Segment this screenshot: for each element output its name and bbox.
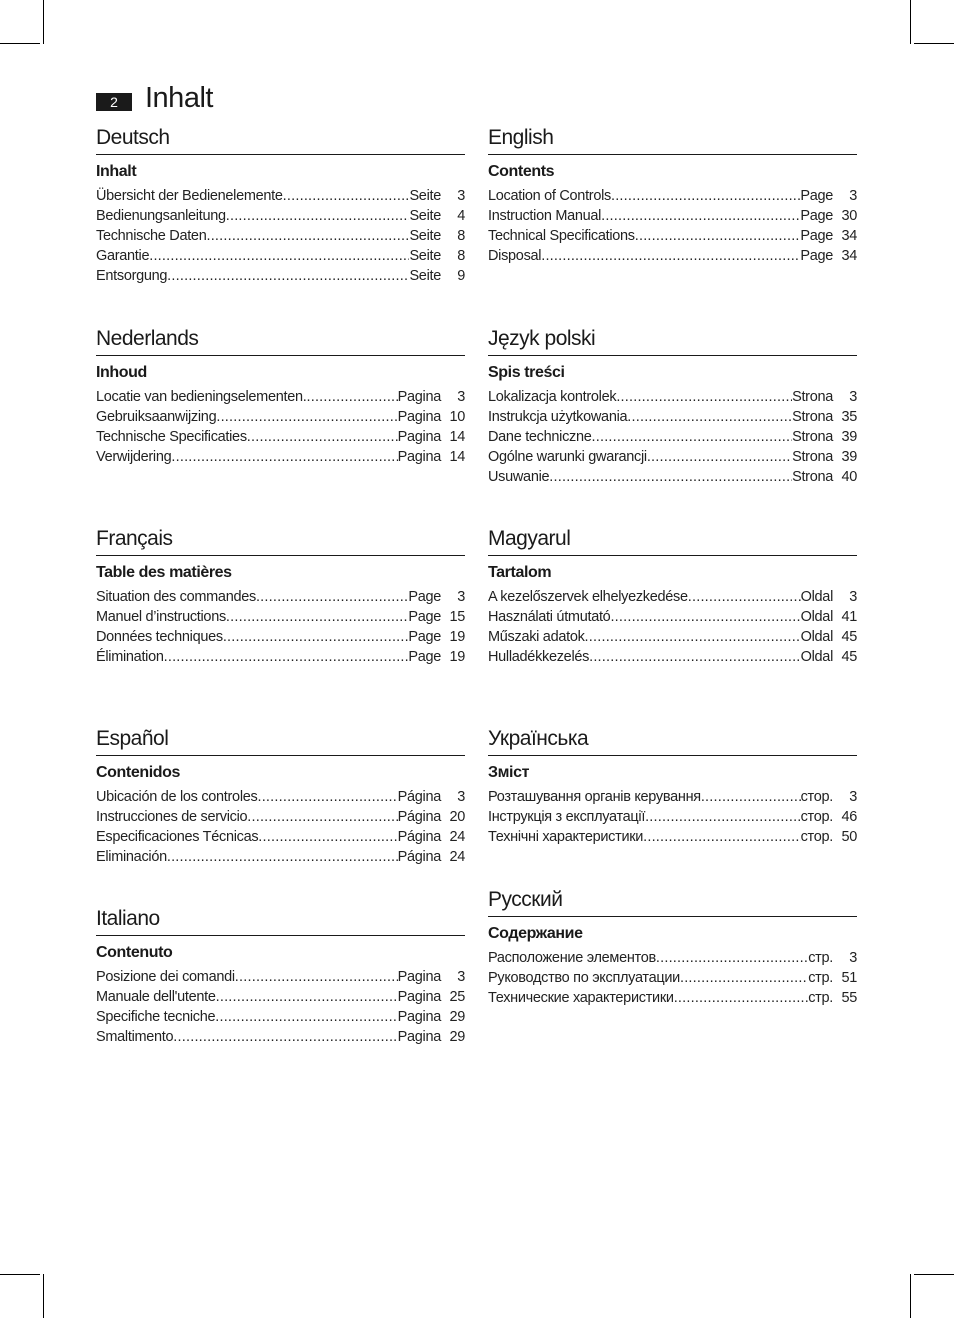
dot-leader: [616, 387, 792, 407]
toc-page-number: 41: [841, 609, 857, 625]
language-heading: Język polski: [488, 325, 857, 356]
dot-leader: [226, 607, 408, 627]
toc-page-number: 3: [849, 188, 857, 204]
toc-entry-title: Verwijdering: [96, 449, 172, 465]
toc-page-label: Strona: [792, 429, 833, 445]
toc-page-label: Page: [800, 208, 833, 224]
dot-leader: [257, 787, 397, 807]
toc-entry[interactable]: [488, 447, 857, 467]
toc-entry[interactable]: [96, 607, 465, 627]
contents-subheading: Contenidos: [96, 764, 180, 781]
toc-page-label: Oldal: [800, 589, 833, 605]
language-heading: Deutsch: [96, 124, 465, 155]
toc-entry-title: Dane techniczne: [488, 429, 592, 445]
toc-entry-title: Entsorgung: [96, 268, 168, 284]
toc-page-label: Página: [397, 809, 441, 825]
toc-page-number: 25: [449, 989, 465, 1005]
toc-entry-title: Інструкція з експлуатації: [488, 809, 646, 825]
toc-entry[interactable]: [96, 447, 465, 467]
toc-section: [488, 886, 857, 1008]
page-title: Inhalt: [145, 82, 213, 114]
dot-leader: [256, 587, 408, 607]
contents-subheading: Inhalt: [96, 163, 137, 180]
toc-page-label: Pagina: [397, 969, 441, 985]
toc-section: [96, 905, 465, 1047]
toc-entry-title: Instrucciones de servicio: [96, 809, 248, 825]
toc-entry-title: Gebruiksaanwijzing: [96, 409, 217, 425]
language-heading: Magyarul: [488, 525, 857, 556]
toc-entry-title: Technische Specificaties: [96, 429, 247, 445]
toc-entry[interactable]: [96, 246, 465, 266]
dot-leader: [647, 447, 792, 467]
toc-page-number: 29: [449, 1029, 465, 1045]
toc-page-number: 4: [457, 208, 465, 224]
dot-leader: [164, 647, 409, 667]
toc-section: [96, 325, 465, 467]
toc-page-label: Page: [408, 649, 441, 665]
toc-page-label: Oldal: [800, 609, 833, 625]
toc-entry-list: [488, 948, 857, 1008]
toc-page-label: Página: [397, 789, 441, 805]
dot-leader: [226, 206, 410, 226]
toc-page-label: Pagina: [397, 449, 441, 465]
dot-leader: [216, 987, 398, 1007]
dot-leader: [643, 827, 801, 847]
dot-leader: [549, 467, 792, 487]
dot-leader: [541, 246, 800, 266]
dot-leader: [173, 1027, 397, 1047]
dot-leader: [589, 647, 801, 667]
toc-entry-list: [488, 787, 857, 847]
toc-entry[interactable]: [488, 206, 857, 226]
dot-leader: [674, 988, 809, 1008]
toc-page-label: стр.: [808, 950, 833, 966]
toc-entry-title: Розташування органів керування: [488, 789, 701, 805]
dot-leader: [306, 387, 397, 407]
crop-mark: [910, 1274, 911, 1318]
toc-page-number: 24: [449, 849, 465, 865]
toc-page-label: Page: [408, 629, 441, 645]
toc-entry[interactable]: [488, 988, 857, 1008]
toc-page-label: Pagina: [397, 429, 441, 445]
toc-page-number: 3: [849, 950, 857, 966]
toc-entry[interactable]: [488, 807, 857, 827]
toc-page-number: 55: [841, 990, 857, 1006]
toc-entry-title: Ogólne warunki gwarancji: [488, 449, 647, 465]
toc-entry[interactable]: [488, 467, 857, 487]
dot-leader: [645, 807, 801, 827]
dot-leader: [627, 407, 792, 427]
toc-page-label: стр.: [808, 990, 833, 1006]
toc-page-label: Strona: [792, 389, 833, 405]
toc-entry[interactable]: [488, 948, 857, 968]
toc-page-number: 39: [841, 429, 857, 445]
toc-entry[interactable]: [488, 226, 857, 246]
language-heading: Українська: [488, 725, 857, 756]
toc-page-number: 3: [457, 969, 465, 985]
contents-subheading: Contents: [488, 163, 555, 180]
toc-page-label: стр.: [808, 970, 833, 986]
toc-page-number: 3: [457, 188, 465, 204]
toc-entry-title: Situation des commandes: [96, 589, 256, 605]
dot-leader: [592, 427, 793, 447]
crop-mark: [0, 1274, 40, 1275]
toc-entry-title: Eliminación: [96, 849, 167, 865]
contents-subheading: Содержание: [488, 925, 583, 942]
toc-entry[interactable]: [96, 427, 465, 447]
toc-entry-title: Especificaciones Técnicas: [96, 829, 259, 845]
dot-leader: [601, 206, 800, 226]
toc-entry-title: Posizione dei comandi: [96, 969, 235, 985]
toc-entry-title: Smaltimento: [96, 1029, 174, 1045]
toc-entry-title: Használati útmutató: [488, 609, 611, 625]
dot-leader: [283, 186, 410, 206]
crop-mark: [914, 43, 954, 44]
toc-page-number: 3: [849, 389, 857, 405]
toc-entry-title: Lokalizacja kontrolek: [488, 389, 617, 405]
toc-page-label: Strona: [792, 409, 833, 425]
toc-entry[interactable]: [96, 407, 465, 427]
toc-page-number: 3: [849, 589, 857, 605]
toc-page-label: Strona: [792, 449, 833, 465]
toc-page-label: стор.: [800, 829, 833, 845]
toc-page-label: Pagina: [397, 389, 441, 405]
toc-entry-list: [488, 587, 857, 667]
toc-page-label: Page: [408, 609, 441, 625]
toc-section: [488, 325, 857, 487]
dot-leader: [216, 407, 397, 427]
toc-entry-title: Руководство по эксплуатации: [488, 970, 680, 986]
toc-page-label: Seite: [409, 248, 441, 264]
toc-page-number: 45: [841, 649, 857, 665]
toc-entry-title: A kezelőszervek elhelyezkedése: [488, 589, 688, 605]
language-heading: Русский: [488, 886, 857, 917]
dot-leader: [223, 627, 409, 647]
toc-entry[interactable]: [488, 607, 857, 627]
contents-subheading: Зміст: [488, 764, 530, 781]
toc-page-number: 24: [449, 829, 465, 845]
toc-section: [96, 124, 465, 286]
toc-entry-title: Manuel d’instructions: [96, 609, 226, 625]
toc-entry[interactable]: [96, 266, 465, 286]
toc-section: [96, 525, 465, 667]
toc-page-label: стор.: [800, 809, 833, 825]
contents-subheading: Spis treści: [488, 364, 565, 381]
toc-page-number: 45: [841, 629, 857, 645]
toc-entry[interactable]: [488, 587, 857, 607]
toc-page-number: 3: [457, 589, 465, 605]
toc-entry[interactable]: [96, 587, 465, 607]
toc-entry[interactable]: [488, 647, 857, 667]
dot-leader: [149, 246, 409, 266]
toc-entry[interactable]: [488, 186, 857, 206]
toc-page-number: 8: [457, 228, 465, 244]
dot-leader: [656, 948, 808, 968]
toc-entry-title: Locatie van bedieningselementen.: [96, 389, 307, 405]
toc-entry-title: Manuale dell'utente: [96, 989, 216, 1005]
toc-section: [96, 725, 465, 867]
toc-entry[interactable]: [488, 427, 857, 447]
toc-page-number: 40: [841, 469, 857, 485]
toc-entry[interactable]: [96, 627, 465, 647]
toc-section: [488, 525, 857, 667]
dot-leader: [247, 427, 398, 447]
toc-page-number: 3: [849, 789, 857, 805]
toc-page-label: Página: [397, 849, 441, 865]
toc-page-number: 10: [449, 409, 465, 425]
toc-entry-title: Технічні характеристики: [488, 829, 644, 845]
toc-entry-list: [96, 387, 465, 467]
toc-entry-list: [96, 967, 465, 1047]
toc-entry-list: [96, 787, 465, 867]
toc-page-label: Oldal: [800, 629, 833, 645]
toc-page-number: 3: [457, 389, 465, 405]
toc-entry[interactable]: [96, 1027, 465, 1047]
toc-page-label: Page: [408, 589, 441, 605]
toc-page-number: 46: [841, 809, 857, 825]
toc-entry[interactable]: [96, 1007, 465, 1027]
toc-page-label: Seite: [409, 188, 441, 204]
toc-entry-title: Données techniques: [96, 629, 223, 645]
toc-page-label: стор.: [800, 789, 833, 805]
page-number-badge: 2: [96, 93, 132, 111]
toc-entry[interactable]: [96, 206, 465, 226]
toc-page-number: 14: [449, 429, 465, 445]
toc-entry[interactable]: [488, 387, 857, 407]
toc-page-number: 34: [841, 228, 857, 244]
toc-entry[interactable]: [488, 968, 857, 988]
dot-leader: [680, 968, 808, 988]
language-heading: English: [488, 124, 857, 155]
toc-entry[interactable]: [96, 787, 465, 807]
toc-entry-title: Location of Controls: [488, 188, 611, 204]
dot-leader: [171, 447, 397, 467]
toc-entry[interactable]: [488, 407, 857, 427]
toc-entry[interactable]: [96, 987, 465, 1007]
toc-entry-title: Hulladékkezelés: [488, 649, 590, 665]
toc-entry-title: Garantie: [96, 248, 150, 264]
language-heading: Nederlands: [96, 325, 465, 356]
toc-page-number: 15: [449, 609, 465, 625]
dot-leader: [206, 226, 409, 246]
contents-subheading: Inhoud: [96, 364, 147, 381]
toc-page-number: 9: [457, 268, 465, 284]
toc-entry-list: [96, 186, 465, 286]
crop-mark: [43, 1274, 44, 1318]
toc-entry[interactable]: [96, 226, 465, 246]
dot-leader: [167, 847, 398, 867]
toc-entry-title: Instruction Manual: [488, 208, 602, 224]
dot-leader: [610, 607, 800, 627]
toc-section: [488, 124, 857, 266]
toc-page-label: Page: [800, 248, 833, 264]
toc-entry[interactable]: [488, 827, 857, 847]
toc-page-number: 39: [841, 449, 857, 465]
toc-entry-title: Instrukcja użytkowania: [488, 409, 628, 425]
dot-leader: [701, 787, 801, 807]
crop-mark: [914, 1274, 954, 1275]
toc-entry-title: Élimination: [96, 649, 164, 665]
language-heading: Français: [96, 525, 465, 556]
toc-page-number: 3: [457, 789, 465, 805]
toc-page-number: 51: [841, 970, 857, 986]
toc-entry[interactable]: [96, 827, 465, 847]
dot-leader: [585, 627, 801, 647]
contents-subheading: Table des matières: [96, 564, 232, 581]
toc-page-number: 30: [841, 208, 857, 224]
contents-subheading: Tartalom: [488, 564, 552, 581]
contents-subheading: Contenuto: [96, 944, 173, 961]
toc-entry-title: Disposal: [488, 248, 542, 264]
dot-leader: [635, 226, 801, 246]
toc-page-label: Page: [800, 228, 833, 244]
toc-page-label: Strona: [792, 469, 833, 485]
toc-page-label: Pagina: [397, 1009, 441, 1025]
language-heading: Italiano: [96, 905, 465, 936]
toc-entry[interactable]: [96, 647, 465, 667]
dot-leader: [167, 266, 409, 286]
dot-leader: [215, 1007, 397, 1027]
toc-page-number: 50: [841, 829, 857, 845]
toc-entry-title: Übersicht der Bedienelemente: [96, 188, 283, 204]
crop-mark: [0, 43, 40, 44]
toc-page-number: 35: [841, 409, 857, 425]
toc-entry-title: Bedienungsanleitung: [96, 208, 226, 224]
toc-entry[interactable]: [96, 967, 465, 987]
toc-entry[interactable]: [96, 847, 465, 867]
toc-entry[interactable]: [488, 787, 857, 807]
toc-entry-title: Műszaki adatok: [488, 629, 585, 645]
crop-mark: [43, 0, 44, 44]
toc-entry[interactable]: [488, 246, 857, 266]
toc-page-label: Seite: [409, 208, 441, 224]
toc-page-number: 19: [449, 649, 465, 665]
toc-entry-list: [96, 587, 465, 667]
toc-page-label: Pagina: [397, 409, 441, 425]
dot-leader: [258, 827, 397, 847]
toc-page-label: Page: [800, 188, 833, 204]
toc-entry[interactable]: [96, 387, 465, 407]
toc-entry-list: [488, 387, 857, 487]
toc-entry[interactable]: [488, 627, 857, 647]
toc-entry-title: Technical Specifications: [488, 228, 635, 244]
toc-entry[interactable]: [96, 186, 465, 206]
toc-entry-title: Specifiche tecniche: [96, 1009, 216, 1025]
dot-leader: [611, 186, 800, 206]
toc-entry-title: Расположение элементов: [488, 950, 656, 966]
dot-leader: [247, 807, 397, 827]
toc-page-label: Página: [397, 829, 441, 845]
toc-page-number: 34: [841, 248, 857, 264]
toc-page-label: Seite: [409, 268, 441, 284]
toc-entry[interactable]: [96, 807, 465, 827]
toc-page-label: Pagina: [397, 989, 441, 1005]
dot-leader: [688, 587, 801, 607]
language-heading: Español: [96, 725, 465, 756]
toc-page-number: 20: [449, 809, 465, 825]
toc-page-label: Pagina: [397, 1029, 441, 1045]
toc-entry-title: Ubicación de los controles: [96, 789, 258, 805]
dot-leader: [235, 967, 398, 987]
toc-entry-title: Usuwanie: [488, 469, 550, 485]
toc-page-label: Seite: [409, 228, 441, 244]
toc-entry-title: Technische Daten: [96, 228, 207, 244]
toc-page-number: 19: [449, 629, 465, 645]
toc-page-number: 14: [449, 449, 465, 465]
toc-page-label: Oldal: [800, 649, 833, 665]
toc-page-number: 8: [457, 248, 465, 264]
crop-mark: [910, 0, 911, 44]
toc-section: [488, 725, 857, 847]
toc-page-number: 29: [449, 1009, 465, 1025]
toc-entry-list: [488, 186, 857, 266]
toc-entry-title: Технические характеристики: [488, 990, 674, 1006]
